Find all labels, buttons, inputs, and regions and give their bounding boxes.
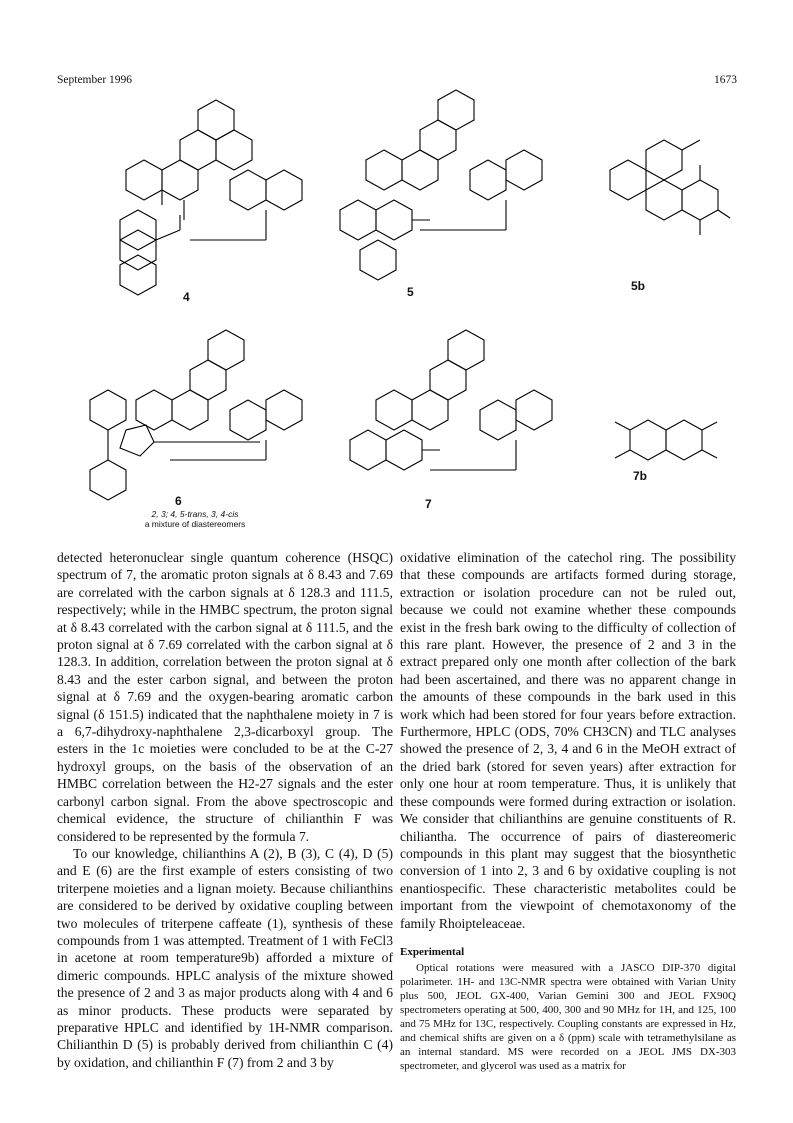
compound-6-note-mixture: a mixture of diastereomers (144, 519, 246, 529)
structure-4-drawing (80, 100, 330, 315)
compound-6-note-stereo: 2, 3; 4, 5-trans, 3, 4-cis (151, 509, 239, 519)
compound-label-7b: 7b (633, 469, 648, 483)
running-header-date: September 1996 (57, 74, 133, 86)
compound-label-4: 4 (183, 290, 190, 304)
compound-6-note (95, 509, 295, 529)
right-paragraph-1: oxidative elimination of the catechol ring. The possibility that these compounds are artifacts formed during storage, extraction or isolation procedure can not be ruled out, because we could not examine whether these compounds exist in the fresh bark owing to the difficulty of collection of this rare plant. However, the presence of 2 and 3 in the extract prepared only one month after collection of the bark had been ascertained, and there was no apparent change in the amounts of these compounds in the bark used in this work which had been stored for four years before extraction. Furthermore, HPLC (ODS, 70% CH3CN) and TLC analyses showed the presence of 2, 3, 4 and 6 in the MeOH extract of the dried bark (stored for seven years) after extraction for only one hour at room temperature. Thus, it is unlikely that these compounds were formed during extraction or isolation. We consider that chilianthins are genuine constituents of R. chiliantha. The occurrence of pairs of diastereomeric compounds in this plant may suggest that the biosynthetic conversion of 1 into 2, 3 and 6 by oxidative coupling is not enantiospecific. These characteristic metabolites could be important from the viewpoint of chemotaxonomy of the family Rhoipteleaceae. (400, 550, 736, 931)
compound-label-6: 6 (175, 494, 182, 508)
compound-label-5b: 5b (631, 279, 646, 293)
page-number: 1673 (714, 74, 737, 86)
structure-5-drawing (320, 100, 560, 305)
compound-label-5: 5 (407, 285, 414, 299)
left-paragraph-1: detected heteronuclear single quantum coherence (HSQC) spectrum of 7, the aromatic proton signals at δ 8.43 and 7.69 are correlated with the carbon signals at δ 128.3 and 111.5, respectively; while in the HMBC spectrum, the proton signal at δ 8.43 correlated with the carbon signal at δ 111.5, and the proton signal at δ 7.69 correlated with the carbon signal at δ 128.3. In addition, correlation between the proton signal at δ 8.43 and the ester carbon signal, and between the proton signal at δ 7.69 and the oxygen-bearing aromatic carbon signal (δ 151.5) indicated that the naphthalene moiety in 7 is a 6,7-dihydroxy-naphthalene 2,3-dicarboxyl group. The esters in the 1c moieties were concluded to be at the C-27 hydroxyl groups, on the basis of the observation of an HMBC correlation between the H2-27 signals and the ester carbonyl carbon signal. From the above spectroscopic and chemical evidence, the structure of chilianthin F was considered to be represented by the formula 7. (57, 550, 393, 844)
right-text-column (400, 549, 736, 1073)
chemical-structures-figure (0, 0, 793, 560)
experimental-body: Optical rotations were measured with a JASCO DIP-370 digital polarimeter. 1H- and 13C-NMR spectra were obtained with Varian Unity plus 500, JEOL GX-400, Varian Gemini 300 and JEOL FX90Q spectrometers operating at 500, 400, 300 and 90 MHz for 1H, and 125, 100 and 75 MHz for 13C, respectively. Coupling constants are expressed in Hz, and chemical shifts are given on a δ (ppm) scale with tetramethylsilane as an internal standard. MS were recorded on a JEOL JMS DX-303 spectrometer, and glycerol was used as a matrix for (400, 962, 736, 1073)
structure-7b-drawing (600, 410, 740, 475)
compound-label-7: 7 (425, 497, 432, 511)
left-text-column (57, 549, 393, 1071)
structure-7-drawing (330, 340, 570, 505)
structure-5b-drawing (590, 140, 740, 255)
left-paragraph-2: To our knowledge, chilianthins A (2), B (3), C (4), D (5) and E (6) are the first example of esters consisting of two triterpene moieties and a lignan moiety. Because chilianthins are considered to be derived by oxidative coupling between two molecules of triterpene caffeate (1), synthesis of these compounds from 1 was attempted. Treatment of 1 with FeCl3 in acetone at room temperature9b) afforded a mixture of dimeric compounds. HPLC analysis of the mixture showed the presence of 2 and 3 as major products along with 4 and 6 as minor products. These products were separated by preparative HPLC and identified by 1H-NMR comparison. Chilianthin D (5) is probably derived from chilianthin C (4) by oxidation, and chilianthin F (7) from 2 and 3 by (57, 845, 393, 1070)
structure-6-drawing (80, 330, 330, 515)
experimental-heading: Experimental (400, 945, 465, 958)
